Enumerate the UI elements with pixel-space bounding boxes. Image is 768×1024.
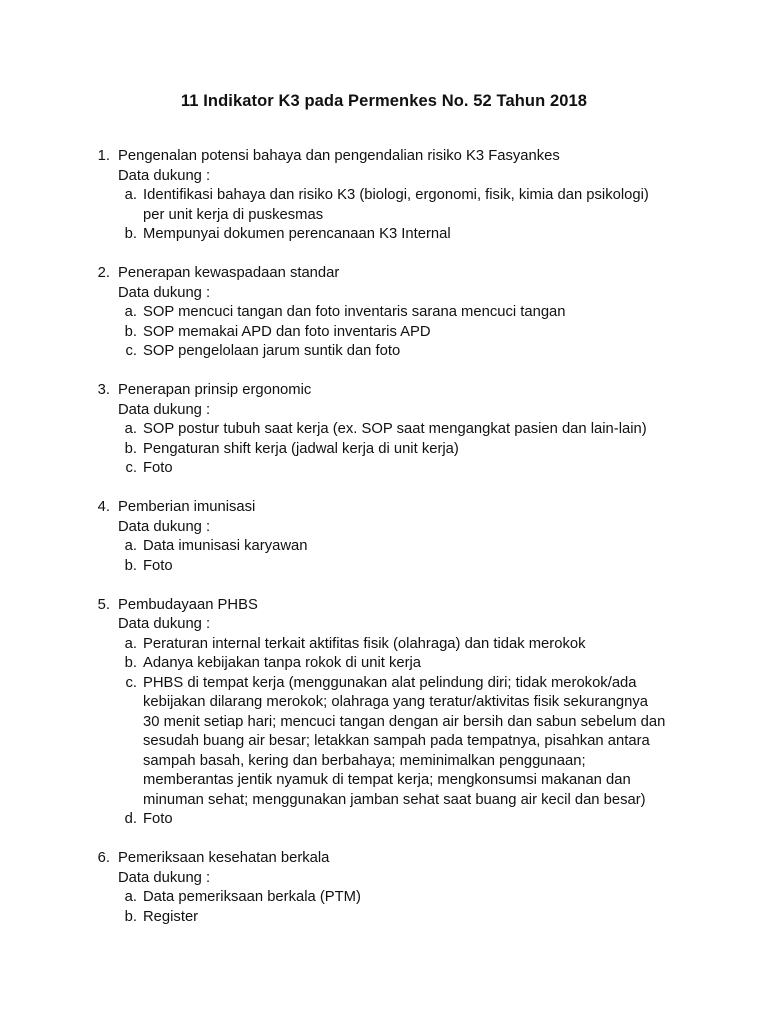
indicator-heading: Pengenalan potensi bahaya dan pengendalian risiko K3 Fasyankes <box>118 148 560 164</box>
list-item <box>0 303 768 323</box>
indicator-section <box>0 596 768 830</box>
list-item <box>0 225 768 245</box>
list-item-letter: a. <box>124 187 137 203</box>
indicator-section <box>0 147 768 245</box>
support-data-label: Data dukung : <box>118 401 211 418</box>
list-item-text: Pengaturan shift kerja (jadwal kerja di unit kerja) <box>143 440 459 457</box>
indicator-heading-row <box>0 264 768 284</box>
list-item <box>0 635 768 655</box>
list-item-text: SOP mencuci tangan dan foto inventaris sarana mencuci tangan <box>143 304 566 320</box>
list-item-text: SOP pengelolaan jarum suntik dan foto <box>143 343 401 359</box>
list-item-text: Foto <box>143 460 173 476</box>
list-item-letter: b. <box>124 557 137 574</box>
list-item-text: SOP memakai APD dan foto inventaris APD <box>143 323 431 340</box>
support-data-label: Data dukung : <box>118 616 211 632</box>
list-item-text: Mempunyai dokumen perencanaan K3 Internal <box>143 226 451 242</box>
list-item-letter: c. <box>125 343 137 359</box>
list-item-text: Peraturan internal terkait aktifitas fisik (olahraga) dan tidak merokok <box>143 635 586 652</box>
indicator-heading-row <box>0 147 768 167</box>
indicator-section <box>0 264 768 362</box>
list-item-letter: a. <box>124 304 137 320</box>
indicator-heading-row <box>0 381 768 401</box>
list-item <box>0 186 768 225</box>
list-item-text: Register <box>143 908 199 925</box>
support-data-label: Data dukung : <box>118 284 211 301</box>
list-item <box>0 420 768 440</box>
indicator-section <box>0 849 768 927</box>
indicator-heading: Pemberian imunisasi <box>118 499 256 515</box>
list-item-letter: b. <box>124 323 137 340</box>
list-item <box>0 342 768 362</box>
support-data-label: Data dukung : <box>118 518 211 535</box>
list-item-letter: b. <box>124 440 137 457</box>
list-item-text: SOP postur tubuh saat kerja (ex. SOP saat mengangkat pasien dan lain-lain) <box>143 421 647 437</box>
list-item-text: Data imunisasi karyawan <box>143 538 308 554</box>
list-item <box>0 557 768 577</box>
indicator-list <box>0 147 768 947</box>
indicator-heading-row <box>0 596 768 616</box>
indicator-heading-row <box>0 498 768 518</box>
list-item-letter: b. <box>124 655 137 671</box>
list-item-letter: b. <box>124 908 137 925</box>
indicator-number: 2. <box>97 265 110 281</box>
indicator-number: 5. <box>97 596 110 613</box>
list-item-letter: c. <box>125 674 137 691</box>
list-item-letter: a. <box>124 635 137 652</box>
list-item <box>0 459 768 479</box>
list-item-letter: d. <box>124 811 137 827</box>
indicator-number: 4. <box>97 499 110 515</box>
indicator-heading: Penerapan prinsip ergonomic <box>118 382 312 398</box>
list-item <box>0 537 768 557</box>
indicator-number: 1. <box>97 148 110 164</box>
indicator-section <box>0 381 768 479</box>
list-item-text: Data pemeriksaan berkala (PTM) <box>143 889 361 905</box>
support-data-label: Data dukung : <box>118 167 211 184</box>
list-item-letter: a. <box>124 538 137 554</box>
list-item <box>0 888 768 908</box>
list-item <box>0 674 768 811</box>
list-item-text: Foto <box>143 557 173 574</box>
list-item-text: Identifikasi bahaya dan risiko K3 (biologi, ergonomi, fisik, kimia dan psikologi) per unit kerja di puskesmas <box>143 187 649 223</box>
list-item <box>0 810 768 830</box>
list-item-letter: b. <box>124 226 137 242</box>
list-item-text: Adanya kebijakan tanpa rokok di unit kerja <box>143 655 422 671</box>
list-item-letter: c. <box>125 460 137 476</box>
list-item-letter: a. <box>124 889 137 905</box>
list-item <box>0 440 768 460</box>
indicator-number: 3. <box>97 382 110 398</box>
list-item <box>0 908 768 928</box>
indicator-number: 6. <box>97 850 110 866</box>
support-data-label: Data dukung : <box>118 869 211 886</box>
indicator-heading: Pemeriksaan kesehatan berkala <box>118 850 330 866</box>
list-item <box>0 654 768 674</box>
indicator-heading: Penerapan kewaspadaan standar <box>118 265 340 281</box>
list-item-text: PHBS di tempat kerja (menggunakan alat pelindung diri; tidak merokok/ada kebijakan dilarang merokok; olahraga yang teratur/aktivitas fisik sekurangnya 30 menit setiap hari; mencuci tangan dengan air bersih dan sabun sebelum dan sesudah buang air besar; letakkan sampah pada tempatnya, pisahkan antara sampah basah, kering dan berbahaya; meminimalkan penggunaan; memberantas jentik nyamuk di tempat kerja; mengkonsumsi makanan dan minuman sehat; menggunakan jamban sehat saat buang air kecil dan besar) <box>143 674 666 808</box>
list-item-text: Foto <box>143 811 173 827</box>
indicator-section <box>0 498 768 576</box>
document-title: 11 Indikator K3 pada Permenkes No. 52 Tahun 2018 <box>180 92 588 110</box>
indicator-heading: Pembudayaan PHBS <box>118 596 258 613</box>
list-item-letter: a. <box>124 421 137 437</box>
indicator-heading-row <box>0 849 768 869</box>
list-item <box>0 323 768 343</box>
